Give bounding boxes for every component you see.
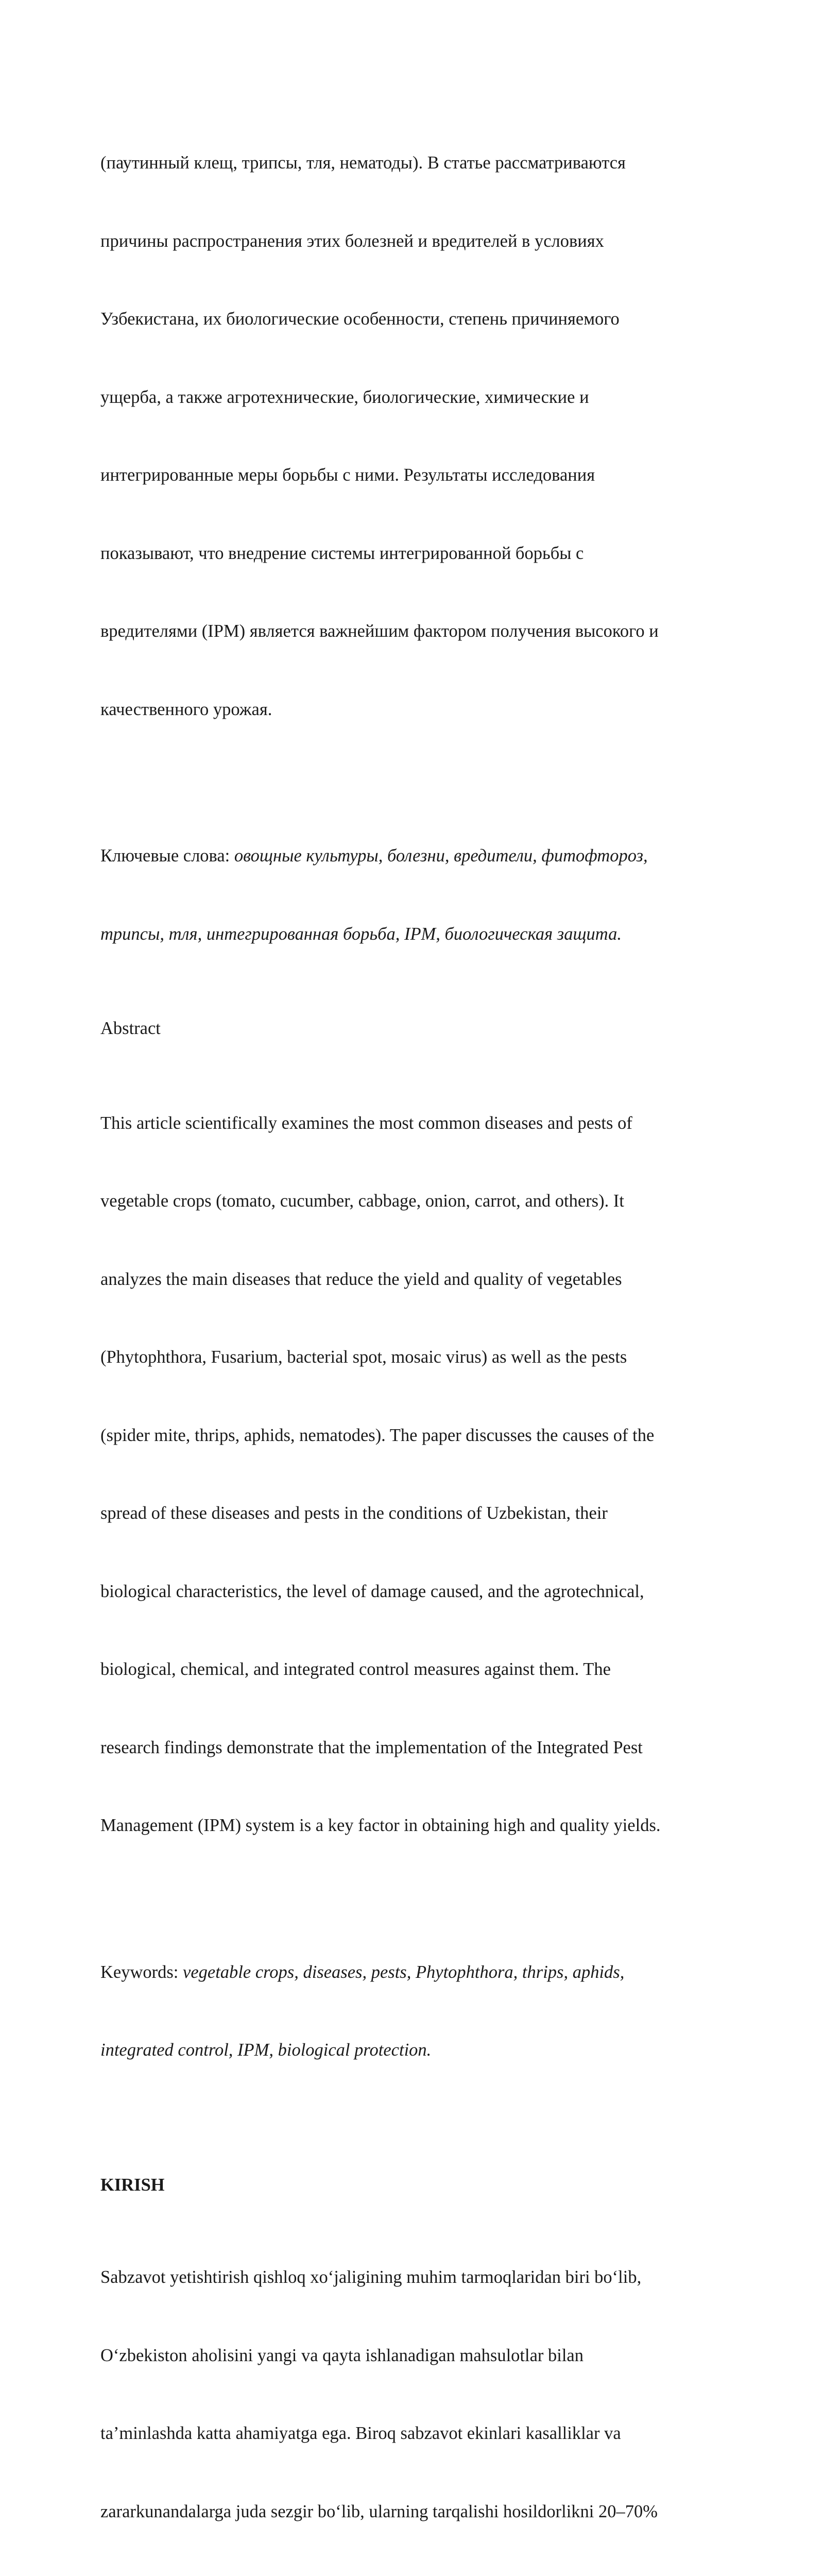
- text-line: (spider mite, thrips, aphids, nematodes). The paper discusses the causes of the: [100, 1425, 655, 1445]
- russian-keywords-paragraph: [100, 791, 731, 999]
- keywords-text: овощные культуры, болезни, вредители, фитофтороз,: [234, 846, 648, 866]
- text-line: [100, 2037, 731, 2063]
- text-line: (паутинный клещ, трипсы, тля, нематоды). В статье рассматриваются: [100, 153, 626, 173]
- text-line: O‘zbekiston aholisini yangi va qayta ishlanadigan mahsulotlar bilan: [100, 2345, 583, 2365]
- text-line: Узбекистана, их биологические особенности, степень причиняемого: [100, 309, 620, 329]
- text-line: zararkunandalarga juda sezgir bo‘lib, ularning tarqalishi hosildorlikni 20–70%: [100, 2501, 658, 2521]
- abstract-heading: Abstract: [100, 1019, 161, 1038]
- text-line: ta’minlashda katta ahamiyatga ega. Biroq sabzavot ekinlari kasalliklar va: [100, 2424, 621, 2443]
- keywords-text: трипсы, тля, интегрированная борьба, IPM, биологическая защита.: [100, 924, 622, 944]
- text-line: (Phytophthora, Fusarium, bacterial spot, mosaic virus) as well as the pests: [100, 1347, 627, 1367]
- text-line: показывают, что внедрение системы интегрированной борьбы с: [100, 543, 584, 563]
- text-line: vegetable crops (tomato, cucumber, cabbage, onion, carrot, and others). It: [100, 1191, 624, 1211]
- text-line: [100, 921, 731, 947]
- introduction-paragraph: [100, 2212, 731, 2576]
- section-heading: KIRISH: [100, 2175, 165, 2195]
- text-line: biological, chemical, and integrated control measures against them. The: [100, 1659, 611, 1679]
- keywords-text: integrated control, IPM, biological protection.: [100, 2040, 432, 2060]
- russian-abstract-paragraph: [100, 98, 731, 774]
- text-line: причины распространения этих болезней и вредителей в условиях: [100, 231, 604, 251]
- text-line: [100, 843, 731, 869]
- keywords-text: vegetable crops, diseases, pests, Phytophthora, thrips, aphids,: [183, 1962, 625, 1982]
- text-line: качественного урожая.: [100, 699, 272, 719]
- text-line: biological characteristics, the level of damage caused, and the agrotechnical,: [100, 1581, 644, 1601]
- keywords-paragraph: [100, 1907, 731, 2115]
- text-line: [100, 1959, 731, 1986]
- keywords-label: Ключевые слова:: [100, 846, 234, 866]
- text-line: Management (IPM) system is a key factor in obtaining high and quality yields.: [100, 1816, 661, 1835]
- text-line: spread of these diseases and pests in the conditions of Uzbekistan, their: [100, 1503, 608, 1523]
- text-line: интегрированные меры борьбы с ними. Результаты исследования: [100, 465, 595, 485]
- text-line: Sabzavot yetishtirish qishloq xo‘jaligining muhim tarmoqlaridan biri bo‘lib,: [100, 2267, 642, 2287]
- document-page: [100, 98, 731, 2576]
- abstract-paragraph: [100, 1058, 731, 1891]
- keywords-label: Keywords:: [100, 1962, 183, 1982]
- text-line: вредителями (IPM) является важнейшим фактором получения высокого и: [100, 621, 659, 641]
- text-line: research findings demonstrate that the implementation of the Integrated Pest: [100, 1737, 643, 1757]
- text-line: This article scientifically examines the most common diseases and pests of: [100, 1113, 632, 1133]
- text-line: ущерба, а также агротехнические, биологические, химические и: [100, 387, 589, 407]
- text-line: analyzes the main diseases that reduce the yield and quality of vegetables: [100, 1269, 622, 1289]
